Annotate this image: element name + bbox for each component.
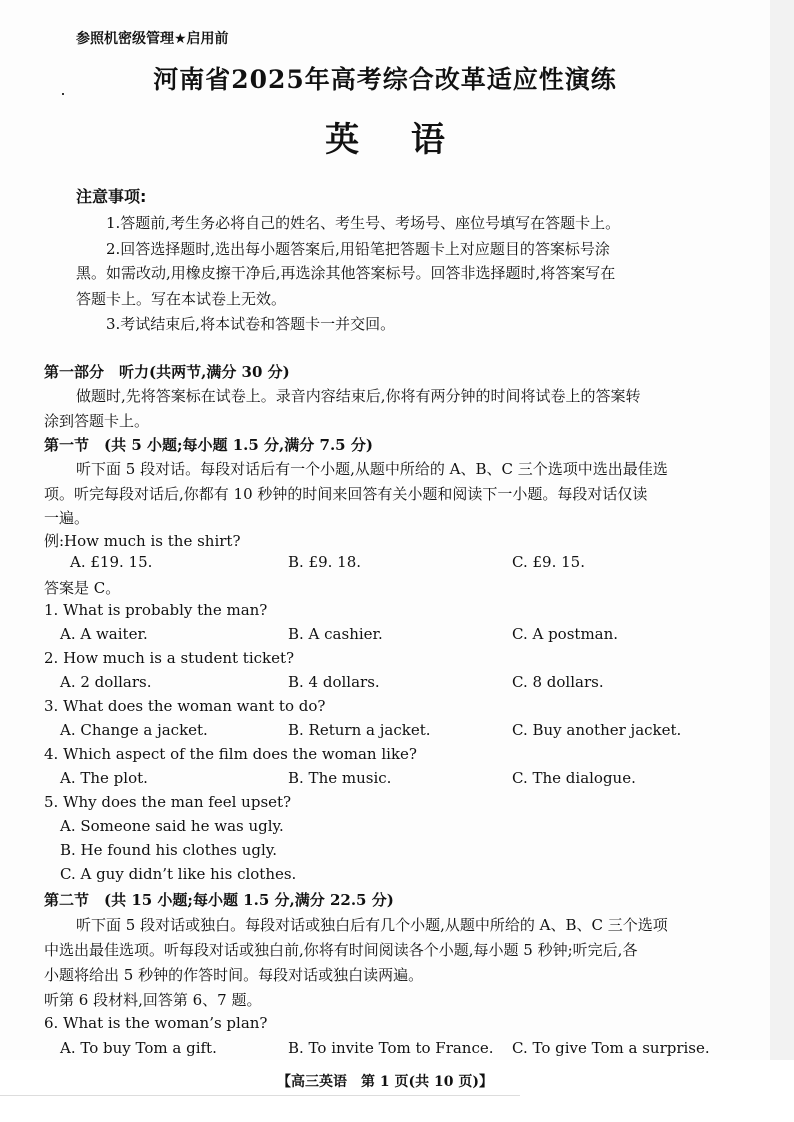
notice-line: 1.答题前,考生务必将自己的姓名、考生号、考场号、座位号填写在答题卡上。 (106, 214, 621, 232)
q6-option-b: B. To invite Tom to France. (288, 1039, 494, 1057)
material-instruction: 听第 6 段材料,回答第 6、7 题。 (44, 991, 262, 1009)
section1-intro-line: 一遍。 (44, 509, 90, 527)
example-question: 例:How much is the shirt? (44, 532, 241, 550)
q1-option-b: B. A cashier. (288, 625, 383, 643)
q4-option-c: C. The dialogue. (512, 769, 636, 787)
section2-heading: 第二节 (共 15 小题;每小题 1.5 分,满分 22.5 分) (44, 891, 394, 909)
q1-option-a: A. A waiter. (60, 625, 148, 643)
section1-heading: 第一节 (共 5 小题;每小题 1.5 分,满分 7.5 分) (44, 436, 373, 454)
q3-option-b: B. Return a jacket. (288, 721, 431, 739)
q5-option-b: B. He found his clothes ugly. (60, 841, 278, 859)
notice-line: 3.考试结束后,将本试卷和答题卡一并交回。 (106, 315, 396, 333)
q4-option-a: A. The plot. (60, 769, 148, 787)
q3-option-c: C. Buy another jacket. (512, 721, 682, 739)
q2-option-b: B. 4 dollars. (288, 673, 380, 691)
section2-intro-line: 小题将给出 5 秒钟的作答时间。每段对话或独白读两遍。 (44, 966, 424, 984)
question-4: 4. Which aspect of the film does the woman like? (44, 745, 417, 763)
question-1: 1. What is probably the man? (44, 601, 268, 619)
notice-line: 黑。如需改动,用橡皮擦干净后,再选涂其他答案标号。回答非选择题时,将答案写在 (76, 264, 616, 282)
confidential-label: 参照机密级管理★启用前 (76, 31, 229, 47)
notice-line: 答题卡上。写在本试卷上无效。 (76, 290, 287, 308)
part1-intro-line: 做题时,先将答案标在试卷上。录音内容结束后,你将有两分钟的时间将试卷上的答案转 (76, 387, 641, 405)
page-footer: 【高三英语 第 1 页(共 10 页)】 (277, 1074, 493, 1090)
q5-option-c: C. A guy didn’t like his clothes. (60, 865, 297, 883)
example-option-c: C. £9. 15. (512, 553, 585, 571)
question-6: 6. What is the woman’s plan? (44, 1014, 268, 1032)
subject-title: 英 语 (325, 120, 445, 160)
notice-line: 2.回答选择题时,选出每小题答案后,用铅笔把答题卡上对应题目的答案标号涂 (106, 240, 610, 258)
scan-edge (770, 0, 794, 1060)
section1-intro-line: 项。听完每段对话后,你都有 10 秒钟的时间来回答有关小题和阅读下一小题。每段对话仅读 (44, 485, 648, 503)
question-3: 3. What does the woman want to do? (44, 697, 326, 715)
q1-option-c: C. A postman. (512, 625, 619, 643)
q5-option-a: A. Someone said he was ugly. (60, 817, 284, 835)
section2-intro-line: 中选出最佳选项。听每段对话或独白前,你将有时间阅读各个小题,每小题 5 秒钟;听完后,各 (44, 941, 638, 959)
q6-option-a: A. To buy Tom a gift. (60, 1039, 217, 1057)
part1-heading: 第一部分 听力(共两节,满分 30 分) (44, 363, 290, 381)
notice-heading: 注意事项: (76, 187, 147, 206)
part1-intro-line: 涂到答题卡上。 (44, 412, 150, 430)
question-2: 2. How much is a student ticket? (44, 649, 295, 667)
q4-option-b: B. The music. (288, 769, 392, 787)
example-option-b: B. £9. 18. (288, 553, 362, 571)
question-5: 5. Why does the man feel upset? (44, 793, 292, 811)
example-answer: 答案是 C。 (44, 579, 121, 597)
section1-intro-line: 听下面 5 段对话。每段对话后有一个小题,从题中所给的 A、B、C 三个选项中选出最佳选 (76, 460, 668, 478)
page-margin (0, 1060, 794, 1122)
q2-option-c: C. 8 dollars. (512, 673, 604, 691)
exam-title: 河南省2025年高考综合改革适应性演练 (153, 65, 617, 94)
q3-option-a: A. Change a jacket. (60, 721, 208, 739)
q2-option-a: A. 2 dollars. (60, 673, 152, 691)
q6-option-c: C. To give Tom a surprise. (512, 1039, 710, 1057)
example-option-a: A. £19. 15. (70, 553, 153, 571)
section2-intro-line: 听下面 5 段对话或独白。每段对话或独白后有几个小题,从题中所给的 A、B、C 三个选项 (76, 916, 668, 934)
footer-divider (0, 1095, 520, 1096)
